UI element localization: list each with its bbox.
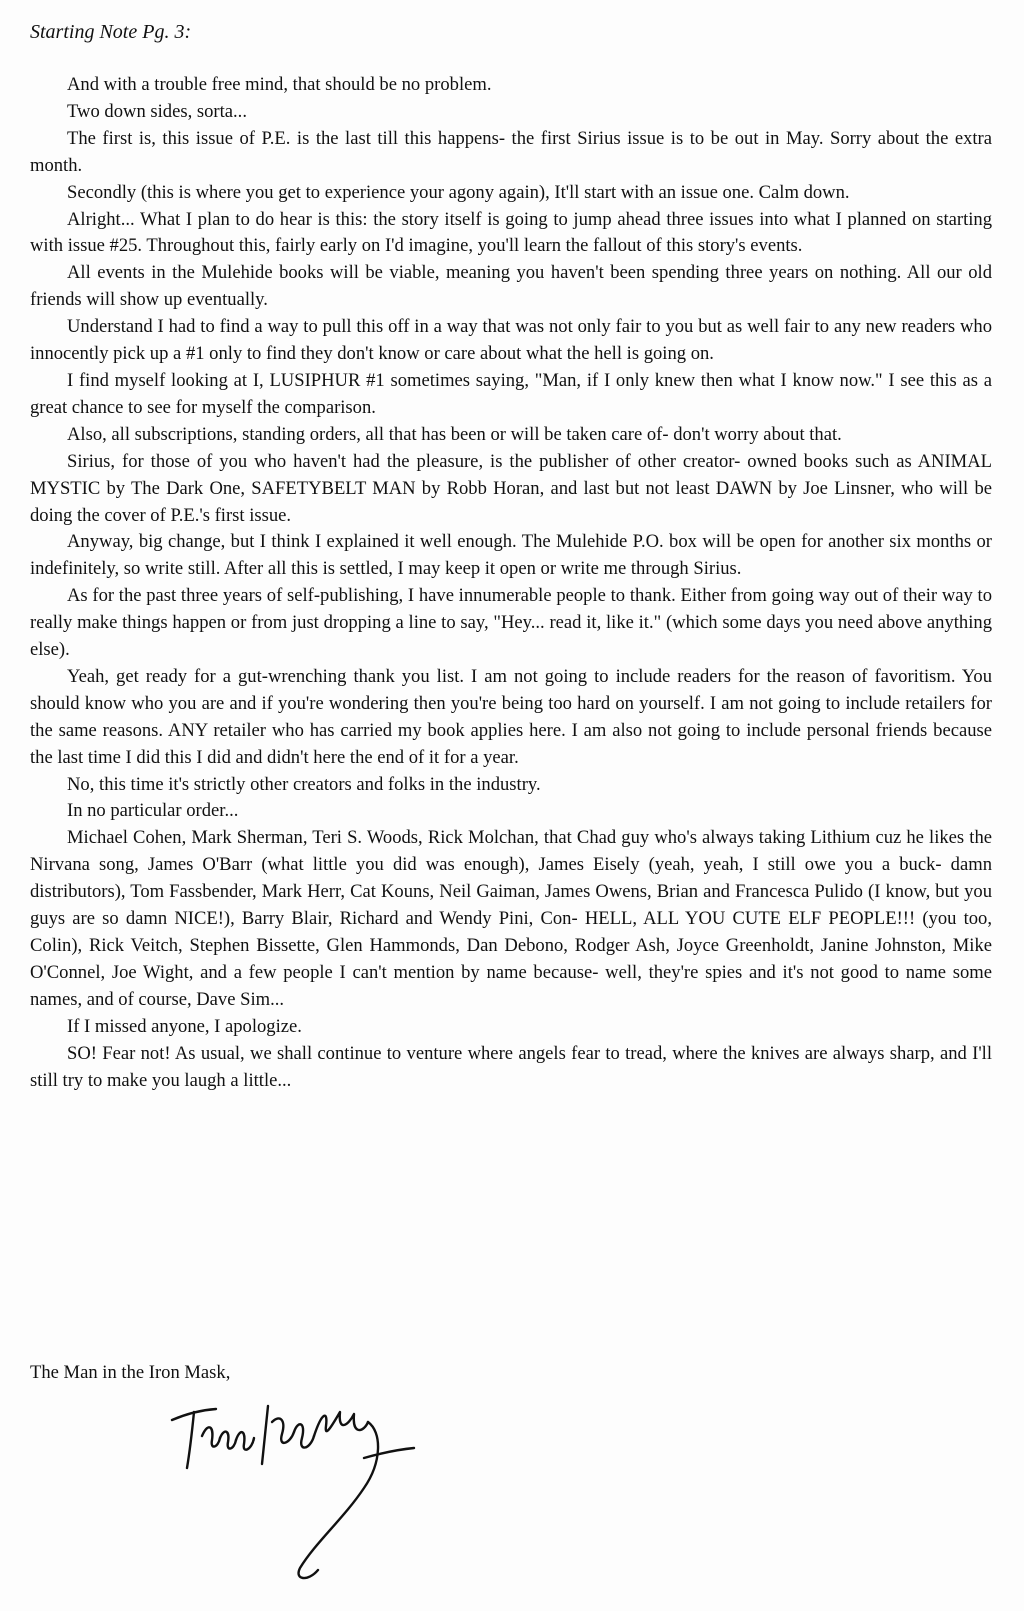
paragraph: Yeah, get ready for a gut-wrenching thank you list. I am not going to include readers for the reason of favoritism. You should know who you are and if you're wondering then you're being too hard on yourself. I am not going to include retailers for the same reasons. ANY retailer who has carried my book applies here. I am also not going to include personal friends because the last time I did this I did and didn't here the end of it for a year.	[30, 665, 992, 768]
paragraph: In no particular order...	[67, 800, 239, 822]
paragraph: The first is, this issue of P.E. is the last till this happens- the first Sirius issue is to be out in May. Sorry about the extra month.	[30, 127, 992, 176]
paragraph: Sirius, for those of you who haven't had the pleasure, is the publisher of other creator- owned books such as ANIMAL MYSTIC by The Dark One, SAFETYBELT MAN by Robb Horan, and last but not least DAWN by Joe Linsner, who will be doing the cover of P.E.'s first issue.	[30, 450, 992, 526]
paragraph: SO! Fear not! As usual, we shall continue to venture where angels fear to tread, where the knives are always sharp, and I'll still try to make you laugh a little...	[30, 1042, 992, 1091]
paragraph: Anyway, big change, but I think I explained it well enough. The Mulehide P.O. box will be open for another six months or indefinitely, so write still. After all this is settled, I may keep it open or write me through Sirius.	[30, 531, 992, 580]
letter-body	[30, 72, 992, 1094]
paragraph: All events in the Mulehide books will be viable, meaning you haven't been spending three years on nothing. All our old friends will show up eventually.	[30, 262, 992, 311]
paragraph: And with a trouble free mind, that should be no problem.	[67, 74, 492, 95]
paragraph: I find myself looking at I, LUSIPHUR #1 sometimes saying, "Man, if I only knew then what I know now." I see this as a great chance to see for myself the comparison.	[30, 369, 992, 418]
paragraph: Understand I had to find a way to pull this off in a way that was not only fair to you but as well fair to any new readers who innocently pick up a #1 only to find they don't know or care about what the hell is going on.	[30, 316, 992, 365]
paragraph: No, this time it's strictly other creators and folks in the industry.	[67, 773, 541, 795]
paragraph: Also, all subscriptions, standing orders, all that has been or will be taken care of- don't worry about that.	[67, 423, 842, 445]
page-heading: Starting Note Pg. 3:	[30, 21, 192, 43]
paragraph: Two down sides, sorta...	[67, 100, 247, 122]
paragraph: Alright... What I plan to do hear is this: the story itself is going to jump ahead three issues into what I planned on starting with issue #25. Throughout this, fairly early on I'd imagine, you'll learn the fallout of this story's events.	[30, 208, 992, 257]
paragraph: If I missed anyone, I apologize.	[67, 1015, 302, 1037]
paragraph: Secondly (this is where you get to experience your agony again), It'll start with an issue one. Calm down.	[67, 181, 850, 203]
paragraph: Michael Cohen, Mark Sherman, Teri S. Woods, Rick Molchan, that Chad guy who's always taking Lithium cuz he likes the Nirvana song, James O'Barr (what little you did was enough), James Eisely (yeah, yeah, I still owe you a buck- damn distributors), Tom Fassbender, Mark Herr, Cat Kouns, Neil Gaiman, James Owens, Brian and Francesca Pulido (I know, but you guys are so damn NICE!), Barry Blair, Richard and Wendy Pini, Con- HELL, ALL YOU CUTE ELF PEOPLE!!! (you too, Colin), Rick Veitch, Stephen Bissette, Glen Hammonds, Dan Debono, Rodger Ash, Joyce Greenholdt, Janine Johnston, Mike O'Connel, Joe Wight, and a few people I can't mention by name because- well, they're spies and it's not good to name some names, and of course, Dave Sim...	[30, 827, 992, 1010]
closing-line: The Man in the Iron Mask,	[30, 1362, 231, 1383]
handwritten-signature	[168, 1392, 418, 1592]
paragraph: As for the past three years of self-publishing, I have innumerable people to thank. Either from going way out of their way to really make things happen or from just dropping a line to say, "Hey... read it, like it." (which some days you need above anything else).	[30, 585, 992, 661]
